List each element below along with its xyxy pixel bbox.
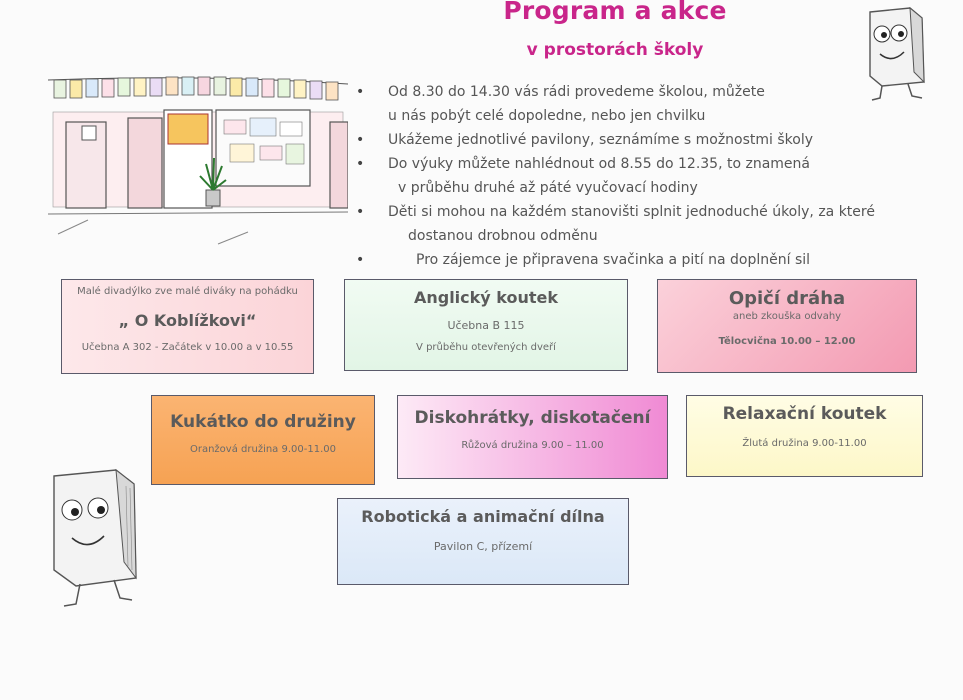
event-box-relax [686, 395, 923, 477]
event-title: Opičí dráha [728, 288, 846, 309]
page-title: Program a akce [503, 0, 727, 25]
list-item [356, 200, 956, 248]
list-item-line: v průběhu druhé až páté vyučovací hodiny [398, 180, 698, 196]
event-detail: Oranžová družina 9.00-11.00 [189, 444, 336, 455]
event-box-opici-draha [657, 279, 917, 373]
event-detail: Pavilon C, přízemí [433, 540, 533, 553]
event-detail: V průběhu otevřených dveří [416, 342, 556, 353]
book-mascot-icon [42, 466, 147, 616]
event-title: Anglický koutek [413, 288, 559, 307]
event-title: Kukátko do družiny [170, 412, 356, 432]
list-item-line: dostanou drobnou odměnu [408, 228, 598, 244]
event-box-disko [397, 395, 668, 479]
list-item [356, 80, 956, 128]
event-title: Relaxační koutek [722, 404, 887, 424]
event-detail: Učebna B 115 [447, 319, 525, 332]
list-item [356, 152, 956, 200]
list-item-line: Děti si mohou na každém stanovišti splnit jednoduché úkoly, za které [388, 204, 875, 220]
event-box-robot [337, 498, 629, 585]
list-item-line: Do výuky můžete nahlédnout od 8.55 do 12.35, to znamená [388, 156, 810, 172]
page-subtitle: v prostorách školy [526, 40, 704, 60]
event-box-anglicky [344, 279, 628, 371]
list-item-line: Pro zájemce je připravena svačinka a pití na doplnění sil [416, 252, 811, 268]
event-box-kukatko [151, 395, 375, 485]
list-item-line: Od 8.30 do 14.30 vás rádi provedeme školou, můžete [388, 84, 765, 100]
list-item [356, 248, 956, 272]
event-detail: Učebna A 302 - Začátek v 10.00 a v 10.55 [81, 342, 294, 353]
event-detail: Růžová družina 9.00 – 11.00 [461, 440, 604, 451]
event-detail: Tělocvična 10.00 – 12.00 [718, 336, 856, 347]
list-item [356, 128, 956, 152]
list-item-line: Ukážeme jednotlivé pavilony, seznámíme s možnostmi školy [388, 132, 814, 148]
event-title: Robotická a animační dílna [361, 507, 605, 526]
event-detail: aneb zkouška odvahy [732, 311, 842, 322]
event-detail: Žlutá družina 9.00-11.00 [742, 438, 867, 449]
list-item-line: u nás pobýt celé dopoledne, nebo jen chvilku [388, 108, 706, 124]
event-box-divadylko [61, 279, 314, 374]
event-title: Diskohrátky, diskotačení [414, 408, 651, 428]
school-corridor-illustration [48, 52, 348, 252]
event-intro: Malé divadýlko zve malé diváky na pohádku [77, 286, 298, 297]
event-title: „ O Koblížkovi“ [118, 311, 257, 330]
info-list [356, 80, 956, 272]
